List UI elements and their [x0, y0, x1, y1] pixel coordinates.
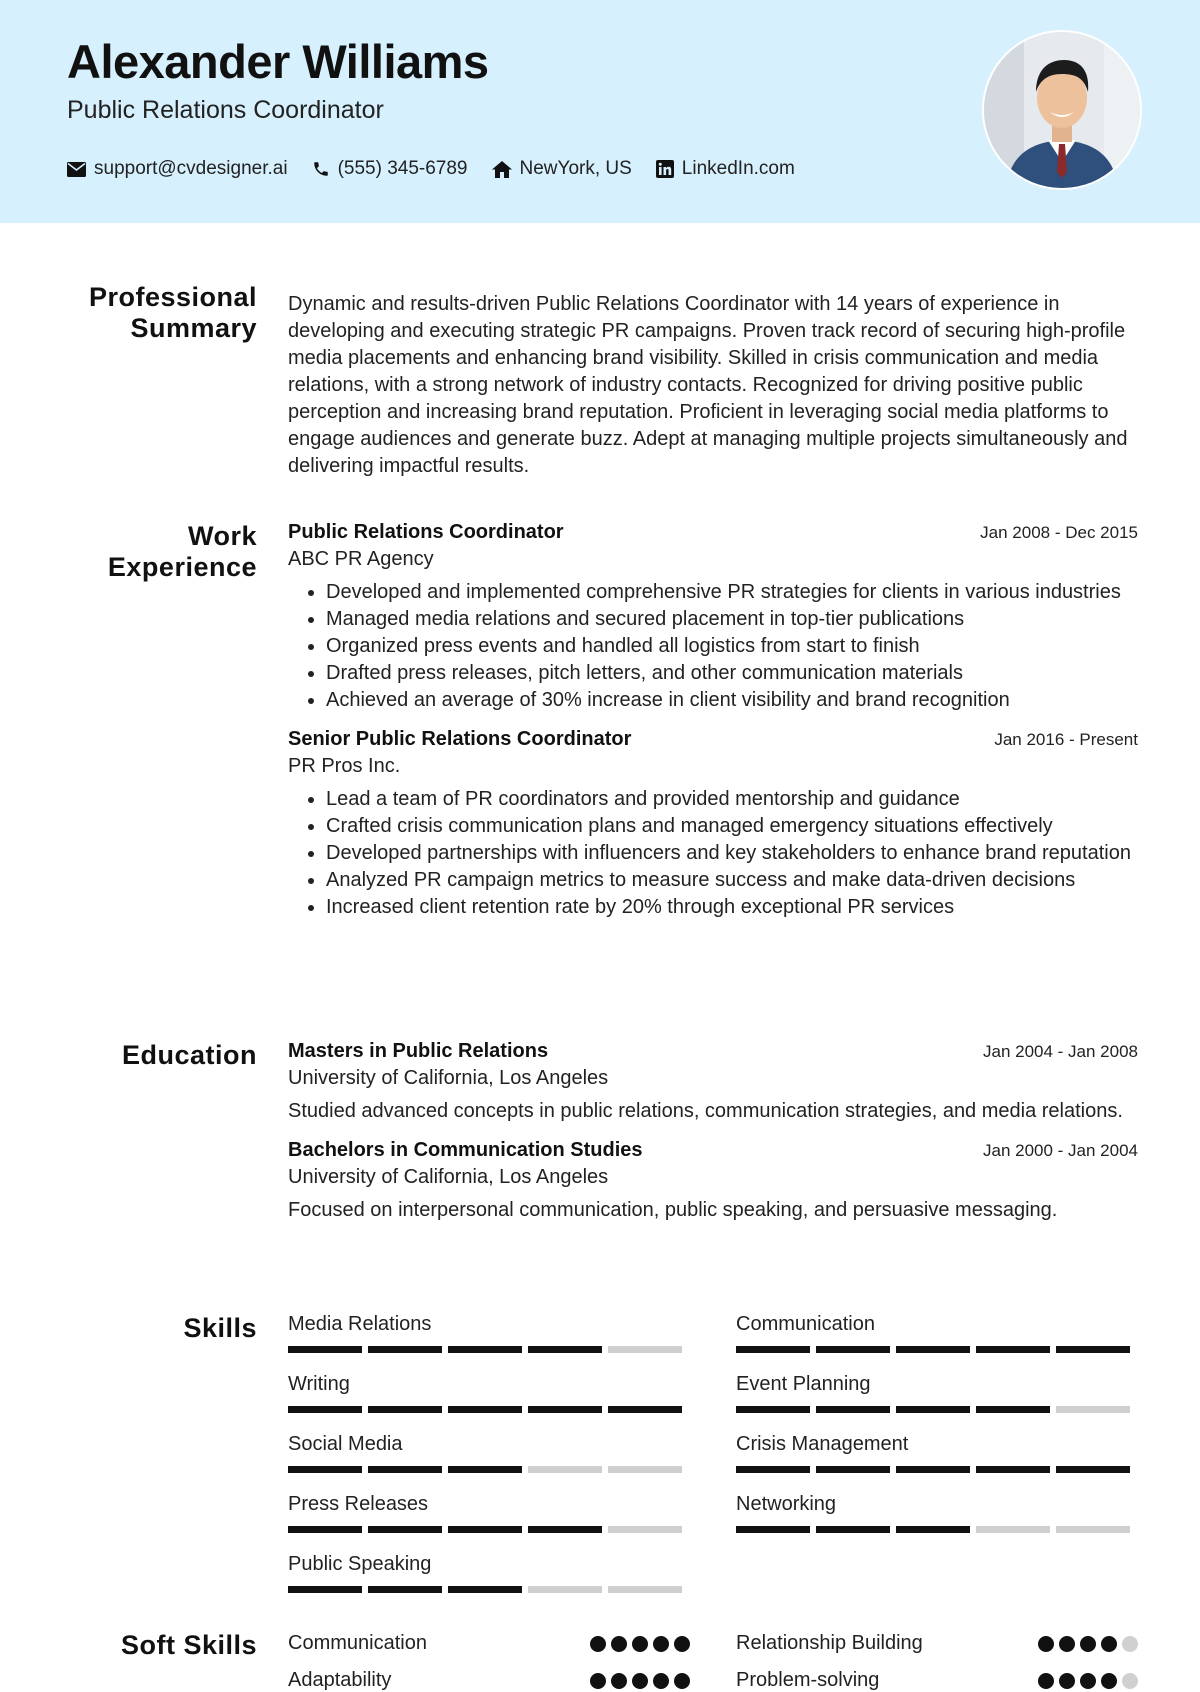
rating-dot	[632, 1673, 648, 1689]
section-heading-line: Summary	[130, 313, 257, 343]
skill-level-segment	[736, 1526, 810, 1533]
education-description: Studied advanced concepts in public relations, communication strategies, and media relations.	[288, 1100, 1123, 1122]
job-bullets	[288, 579, 1138, 714]
skill-level-segment	[608, 1406, 682, 1413]
skill-level-segment	[288, 1346, 362, 1353]
skill-level-segment	[608, 1466, 682, 1473]
skill-level-segment	[448, 1586, 522, 1593]
skill-level-bar	[288, 1346, 690, 1353]
soft-skills-content	[288, 1632, 1138, 1692]
rating-dot	[590, 1636, 606, 1652]
skill-level-bar	[288, 1586, 690, 1593]
work-content	[288, 521, 1138, 921]
skill-level-segment	[896, 1526, 970, 1533]
skill-level-bar	[288, 1526, 690, 1533]
summary-text: Dynamic and results-driven Public Relations Coordinator with 14 years of experience in developing and executing strategic PR campaigns. Proven track record of securing high-profile media placements and enhancing brand visibility. Skilled in crisis communication and media relations, with a strong network of industry contacts. Recognized for driving positive public perception and increasing brand reputation. Proficient in leveraging social media platforms to engage audiences and generate buzz. Adept at managing multiple projects simultaneously and delivering impactful results.	[288, 293, 1128, 477]
section-heading-work	[40, 521, 257, 583]
section-heading-line: Professional	[88, 282, 257, 312]
rating-dot	[674, 1673, 690, 1689]
skill-level-segment	[1056, 1406, 1130, 1413]
rating-dot	[653, 1636, 669, 1652]
skill-level-segment	[816, 1406, 890, 1413]
skill-level-segment	[816, 1466, 890, 1473]
job-title: Public Relations Coordinator	[288, 521, 564, 543]
skill-level-bar	[736, 1466, 1138, 1473]
soft-skill-item	[736, 1669, 1138, 1692]
education-entry	[288, 1040, 1138, 1125]
skill-level-segment	[976, 1526, 1050, 1533]
list-item: • Organized press events and handled all logistics from start to finish	[326, 633, 1138, 660]
skill-level-bar	[736, 1526, 1138, 1533]
skill-level-segment	[528, 1526, 602, 1533]
contact-bar	[67, 158, 819, 180]
section-heading-skills: Skills	[183, 1313, 257, 1343]
skill-level-segment	[528, 1346, 602, 1353]
school-name: University of California, Los Angeles	[288, 1166, 609, 1188]
skill-name: Press Releases	[288, 1493, 429, 1515]
skill-item	[288, 1433, 690, 1473]
skill-level-segment	[368, 1586, 442, 1593]
soft-skill-item	[736, 1632, 1138, 1655]
education-entry	[288, 1139, 1138, 1224]
contact-email[interactable]	[67, 158, 288, 180]
degree-title: Bachelors in Communication Studies	[288, 1139, 643, 1161]
rating-dot	[1059, 1636, 1075, 1652]
list-item: • Lead a team of PR coordinators and provided mentorship and guidance	[326, 786, 1138, 813]
rating-dot	[1122, 1673, 1138, 1689]
profile-photo	[982, 30, 1142, 190]
skill-item	[736, 1433, 1138, 1473]
skill-level-segment	[368, 1346, 442, 1353]
skill-level-segment	[976, 1346, 1050, 1353]
skill-level-segment	[288, 1526, 362, 1533]
skill-level-segment	[288, 1406, 362, 1413]
list-item: • Drafted press releases, pitch letters, and other communication materials	[326, 660, 1138, 687]
skill-level-segment	[528, 1466, 602, 1473]
section-heading-line: Work	[187, 521, 257, 551]
skill-level-segment	[816, 1346, 890, 1353]
rating-dot	[1038, 1673, 1054, 1689]
rating-dot	[674, 1636, 690, 1652]
list-item: • Increased client retention rate by 20% through exceptional PR services	[326, 894, 1138, 921]
list-item: • Developed and implemented comprehensive PR strategies for clients in various industries	[326, 579, 1138, 606]
skill-level-segment	[608, 1526, 682, 1533]
soft-skill-name: Communication	[288, 1632, 427, 1654]
skill-level-segment	[448, 1526, 522, 1533]
skill-level-segment	[448, 1406, 522, 1413]
soft-skill-name: Problem-solving	[736, 1669, 880, 1691]
candidate-title: Public Relations Coordinator	[67, 96, 384, 124]
skill-level-segment	[448, 1466, 522, 1473]
skill-level-segment	[896, 1466, 970, 1473]
email-text: support@cvdesigner.ai	[94, 158, 288, 179]
skill-item	[288, 1373, 690, 1413]
list-item: • Analyzed PR campaign metrics to measure success and make data-driven decisions	[326, 867, 1138, 894]
contact-location	[492, 158, 632, 180]
list-item: • Managed media relations and secured placement in top-tier publications	[326, 606, 1138, 633]
candidate-name: Alexander Williams	[67, 35, 489, 88]
soft-skill-item	[288, 1669, 690, 1692]
education-date: Jan 2000 - Jan 2004	[982, 1141, 1138, 1160]
skill-level-segment	[736, 1346, 810, 1353]
skills-grid	[288, 1313, 1138, 1593]
company-name: PR Pros Inc.	[288, 755, 401, 777]
skill-level-segment	[816, 1526, 890, 1533]
skill-level-segment	[976, 1466, 1050, 1473]
rating-dot	[1101, 1636, 1117, 1652]
list-item: • Crafted crisis communication plans and managed emergency situations effectively	[326, 813, 1138, 840]
skill-item	[736, 1313, 1138, 1353]
skill-item	[288, 1493, 690, 1533]
job-bullets	[288, 786, 1138, 921]
phone-icon	[312, 160, 330, 178]
location-text: NewYork, US	[519, 158, 632, 179]
linkedin-icon	[656, 160, 674, 178]
skill-level-bar	[288, 1466, 690, 1473]
skill-name: Communication	[736, 1313, 875, 1335]
section-heading-line: Experience	[107, 552, 257, 582]
skill-name: Networking	[736, 1493, 837, 1515]
rating-dot	[1122, 1636, 1138, 1652]
skill-level-segment	[288, 1466, 362, 1473]
skill-level-segment	[528, 1406, 602, 1413]
rating-dot	[611, 1673, 627, 1689]
skill-level-segment	[896, 1346, 970, 1353]
job-date: Jan 2008 - Dec 2015	[980, 523, 1138, 542]
skill-level-segment	[976, 1406, 1050, 1413]
linkedin-text: LinkedIn.com	[681, 158, 795, 179]
education-description: Focused on interpersonal communication, public speaking, and persuasive messaging.	[288, 1199, 1058, 1221]
skill-level-segment	[448, 1346, 522, 1353]
education-content	[288, 1040, 1138, 1224]
skill-level-segment	[528, 1586, 602, 1593]
soft-skill-rating	[1033, 1636, 1138, 1652]
skill-name: Event Planning	[736, 1373, 871, 1395]
skill-name: Public Speaking	[288, 1553, 432, 1575]
skill-level-bar	[288, 1406, 690, 1413]
job-date: Jan 2016 - Present	[994, 730, 1138, 749]
contact-linkedin[interactable]	[656, 158, 795, 180]
skill-item	[288, 1313, 690, 1353]
skill-level-bar	[736, 1406, 1138, 1413]
work-entry	[288, 521, 1138, 714]
skill-level-bar	[736, 1346, 1138, 1353]
skill-name: Writing	[288, 1373, 350, 1395]
soft-skill-item	[288, 1632, 690, 1655]
soft-skill-rating	[585, 1636, 690, 1652]
envelope-icon	[67, 162, 86, 177]
section-heading-summary	[40, 282, 257, 344]
soft-skills-grid	[288, 1632, 1138, 1692]
skills-content	[288, 1313, 1138, 1593]
skill-level-segment	[368, 1526, 442, 1533]
skill-level-segment	[1056, 1526, 1130, 1533]
rating-dot	[1080, 1636, 1096, 1652]
rating-dot	[590, 1673, 606, 1689]
skill-item	[288, 1553, 690, 1593]
rating-dot	[632, 1636, 648, 1652]
skill-level-segment	[1056, 1466, 1130, 1473]
rating-dot	[611, 1636, 627, 1652]
phone-text: (555) 345-6789	[337, 158, 468, 179]
skill-level-segment	[608, 1586, 682, 1593]
soft-skill-rating	[585, 1673, 690, 1689]
soft-skill-name: Adaptability	[288, 1669, 392, 1691]
skill-name: Social Media	[288, 1433, 403, 1455]
skill-name: Media Relations	[288, 1313, 432, 1335]
skill-name: Crisis Management	[736, 1433, 909, 1455]
skill-level-segment	[608, 1346, 682, 1353]
rating-dot	[1059, 1673, 1075, 1689]
degree-title: Masters in Public Relations	[288, 1040, 549, 1062]
skill-level-segment	[368, 1466, 442, 1473]
school-name: University of California, Los Angeles	[288, 1067, 609, 1089]
list-item: • Achieved an average of 30% increase in client visibility and brand recognition	[326, 687, 1138, 714]
rating-dot	[653, 1673, 669, 1689]
rating-dot	[1101, 1673, 1117, 1689]
skill-level-segment	[368, 1406, 442, 1413]
company-name: ABC PR Agency	[288, 548, 434, 570]
contact-phone[interactable]	[312, 158, 468, 180]
rating-dot	[1038, 1636, 1054, 1652]
skill-level-segment	[736, 1466, 810, 1473]
skill-item	[736, 1373, 1138, 1413]
summary-content	[288, 291, 1138, 480]
skill-level-segment	[288, 1586, 362, 1593]
skill-level-segment	[1056, 1346, 1130, 1353]
work-entry	[288, 728, 1138, 921]
list-item: • Developed partnerships with influencers and key stakeholders to enhance brand reputation	[326, 840, 1138, 867]
section-heading-education: Education	[121, 1040, 257, 1070]
skill-level-segment	[896, 1406, 970, 1413]
education-date: Jan 2004 - Jan 2008	[982, 1042, 1138, 1061]
skill-item	[736, 1493, 1138, 1533]
rating-dot	[1080, 1673, 1096, 1689]
soft-skill-name: Relationship Building	[736, 1632, 923, 1654]
section-heading-soft-skills: Soft Skills	[120, 1630, 257, 1660]
resume-header	[0, 0, 1200, 223]
soft-skill-rating	[1033, 1673, 1138, 1689]
skill-level-segment	[736, 1406, 810, 1413]
home-icon	[492, 161, 512, 178]
job-title: Senior Public Relations Coordinator	[288, 728, 632, 750]
